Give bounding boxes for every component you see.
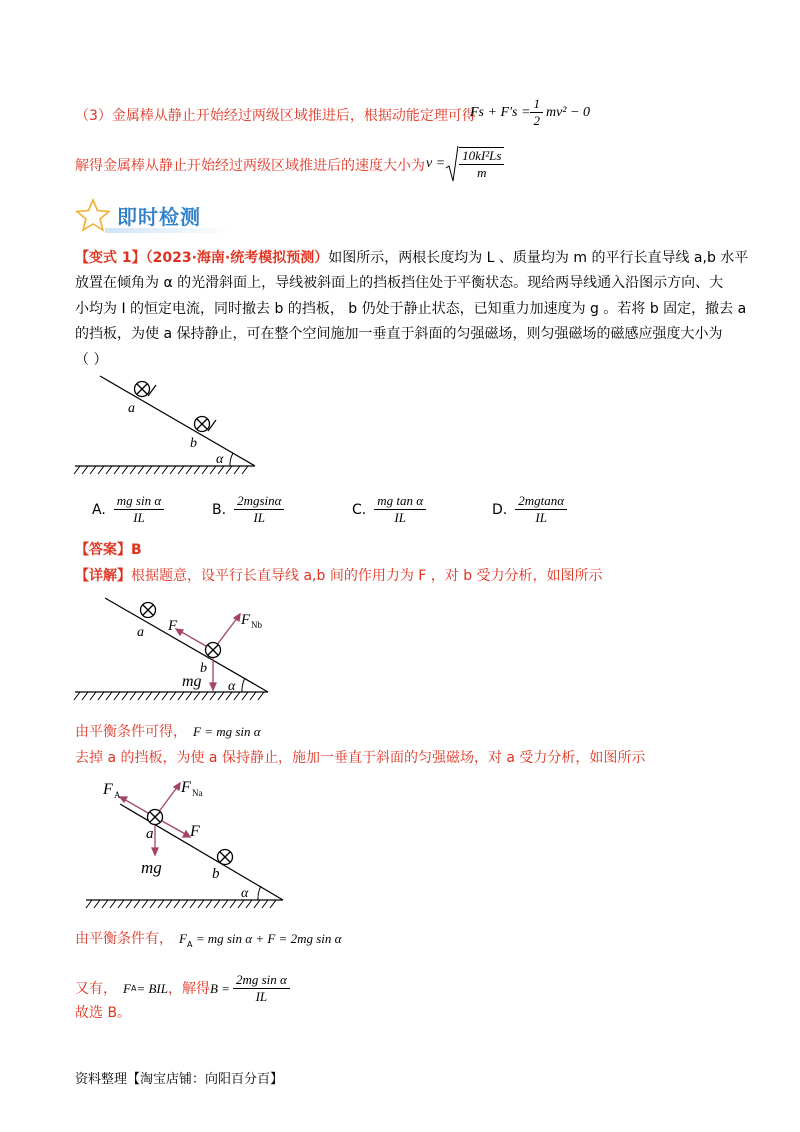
fig1-label-alpha: α — [216, 452, 224, 467]
option-a-num: mg sin α — [114, 493, 164, 510]
option-d-letter: D. — [492, 501, 508, 518]
detail-text-3: 去掉 a 的挡板，为使 a 保持静止，施加一垂直于斜面的匀强磁场，对 a 受力分析，如图所示 — [75, 750, 646, 766]
velocity-lhs: v = — [426, 156, 446, 171]
formula-half — [530, 96, 543, 129]
detail-text-6: 故选 B。 — [75, 1005, 132, 1021]
heading-label: 即时检测 — [117, 204, 201, 229]
fig3-label-b: b — [212, 866, 220, 882]
option-a-letter: A. — [92, 501, 106, 518]
question-text-5: （ ） — [75, 352, 108, 368]
sqrt-sign-icon — [445, 144, 459, 184]
fig3-label-fn: F — [181, 779, 191, 796]
figure-force-a — [78, 772, 298, 912]
fig3-label-fn-sub: Na — [192, 788, 203, 798]
formula-b-den: IL — [255, 989, 268, 1004]
section3-text — [75, 106, 476, 126]
velocity-den: m — [477, 165, 487, 180]
detail-line-5 — [75, 972, 290, 1005]
figure-incline-1 — [70, 372, 270, 482]
option-c-num: mg tan α — [374, 493, 426, 510]
answer-label: 【答案】B — [75, 542, 142, 558]
detail-text-5b: ，解得 — [167, 980, 210, 997]
option-b-frac — [234, 493, 284, 526]
option-d-frac — [515, 493, 567, 526]
fig2-label-b: b — [200, 661, 207, 676]
question-text-3: 小均为 I 的恒定电流，同时撤去 b 的挡板， b 仍处于静止状态，已知重力加速度为 g 。若将 b 固定，撤去 a — [75, 301, 747, 317]
fig2-label-f: F — [168, 618, 178, 634]
fig3-label-f: F — [190, 823, 200, 840]
wire-b-icon — [195, 417, 217, 432]
formula-f: F = mg sin α — [193, 724, 261, 739]
formula-b-lhs: B = — [209, 980, 230, 996]
fig3-label-a: a — [146, 826, 154, 842]
formula-bil-sub: A — [130, 983, 137, 993]
figure-force-b — [70, 590, 280, 710]
question-source: （2023·海南·统考模拟预测） — [145, 250, 329, 266]
wire-a-icon — [135, 382, 157, 397]
formula-fa-rest: = mg sin α + F = 2mg sin α — [192, 931, 342, 946]
fig2-label-a: a — [137, 625, 144, 640]
detail-text-2: 由平衡条件可得， — [75, 724, 187, 740]
detail-tag: 【详解】 — [75, 568, 131, 584]
half-den: 2 — [533, 113, 540, 128]
question-text-1: 如图所示，两根长度均为 L 、质量均为 m 的平行长直导线 a,b 水平 — [328, 250, 749, 266]
option-c-den: IL — [394, 510, 406, 525]
formula-fa: F — [179, 931, 187, 946]
option-c[interactable] — [352, 493, 426, 526]
fig1-label-a: a — [128, 401, 135, 416]
detail-text-5: 又有， — [75, 980, 117, 997]
option-c-frac — [374, 493, 426, 526]
half-num: 1 — [530, 96, 543, 113]
fig3-label-alpha: α — [241, 886, 249, 901]
fig2-wire-a-icon — [141, 603, 156, 618]
detail-line-4 — [75, 929, 341, 955]
formula-fa-sub: A — [186, 939, 193, 949]
detail-text-4: 由平衡条件有， — [75, 931, 173, 947]
fig3-wire-b-icon — [218, 850, 233, 865]
fig3-wire-a-icon — [148, 810, 163, 825]
option-b[interactable] — [212, 493, 284, 526]
formula-b-num: 2mg sin α — [233, 972, 290, 989]
option-a-frac — [114, 493, 164, 526]
footer-text: 资料整理【淘宝店铺：向阳百分百】 — [75, 1072, 284, 1087]
detail-line-2 — [75, 722, 261, 742]
detail-line-1 — [75, 566, 603, 586]
detail-text-1: 根据题意，设平行长直导线 a,b 间的作用力为 F ，对 b 受力分析，如图所示 — [131, 568, 603, 584]
velocity-num: 10kI²Ls — [459, 148, 504, 165]
heading-underline — [105, 228, 231, 233]
result-sentence: 解得金属棒从静止开始经过两级区域推进后的速度大小为 — [75, 158, 425, 174]
question-line-1 — [75, 248, 748, 268]
fig2-label-mg: mg — [182, 673, 202, 690]
velocity-frac — [459, 147, 504, 181]
result-text — [75, 156, 425, 176]
option-b-num: 2mgsinα — [234, 493, 284, 510]
star-icon — [75, 198, 111, 232]
section-heading — [75, 198, 201, 232]
option-a-den: IL — [133, 510, 145, 525]
fig2-wire-b-icon — [206, 643, 221, 658]
question-text-2: 放置在倾角为 α 的光滑斜面上，导线被斜面上的挡板挡住处于平衡状态。现给两导线通入沿图示方向、大 — [75, 275, 724, 291]
fig2-label-fn-sub: Nb — [251, 620, 262, 630]
question-text-4: 的挡板，为使 a 保持静止，可在整个空间施加一垂直于斜面的匀强磁场，则匀强磁场的磁感应强度大小为 — [75, 326, 723, 342]
formula-b-frac — [233, 972, 290, 1005]
option-a[interactable] — [92, 493, 164, 526]
fig3-label-fa: F — [103, 781, 113, 798]
formula-bil-f: F — [123, 980, 131, 996]
option-d[interactable] — [492, 493, 567, 526]
formula-rhs: mv² − 0 — [545, 104, 590, 120]
fig1-label-b: b — [190, 436, 197, 451]
question-tag: 【变式 1】 — [75, 250, 146, 266]
formula-bil-rest: = BIL — [136, 980, 168, 996]
option-b-den: IL — [253, 510, 266, 525]
fig3-label-fa-sub: A — [114, 790, 121, 800]
fig3-label-mg: mg — [141, 858, 162, 877]
formula-lhs: Fs + F′s = — [470, 104, 531, 120]
fig2-label-alpha: α — [228, 679, 236, 694]
fig2-label-fn: F — [241, 612, 251, 628]
option-c-letter: C. — [352, 501, 367, 518]
section3-sentence: （3）金属棒从静止开始经过两级区域推进后，根据动能定理可得 — [75, 108, 476, 124]
velocity-formula — [426, 144, 504, 184]
option-b-letter: B. — [212, 501, 227, 518]
energy-formula — [470, 96, 590, 129]
option-d-den: IL — [535, 510, 547, 525]
option-d-num: 2mgtanα — [515, 493, 567, 510]
